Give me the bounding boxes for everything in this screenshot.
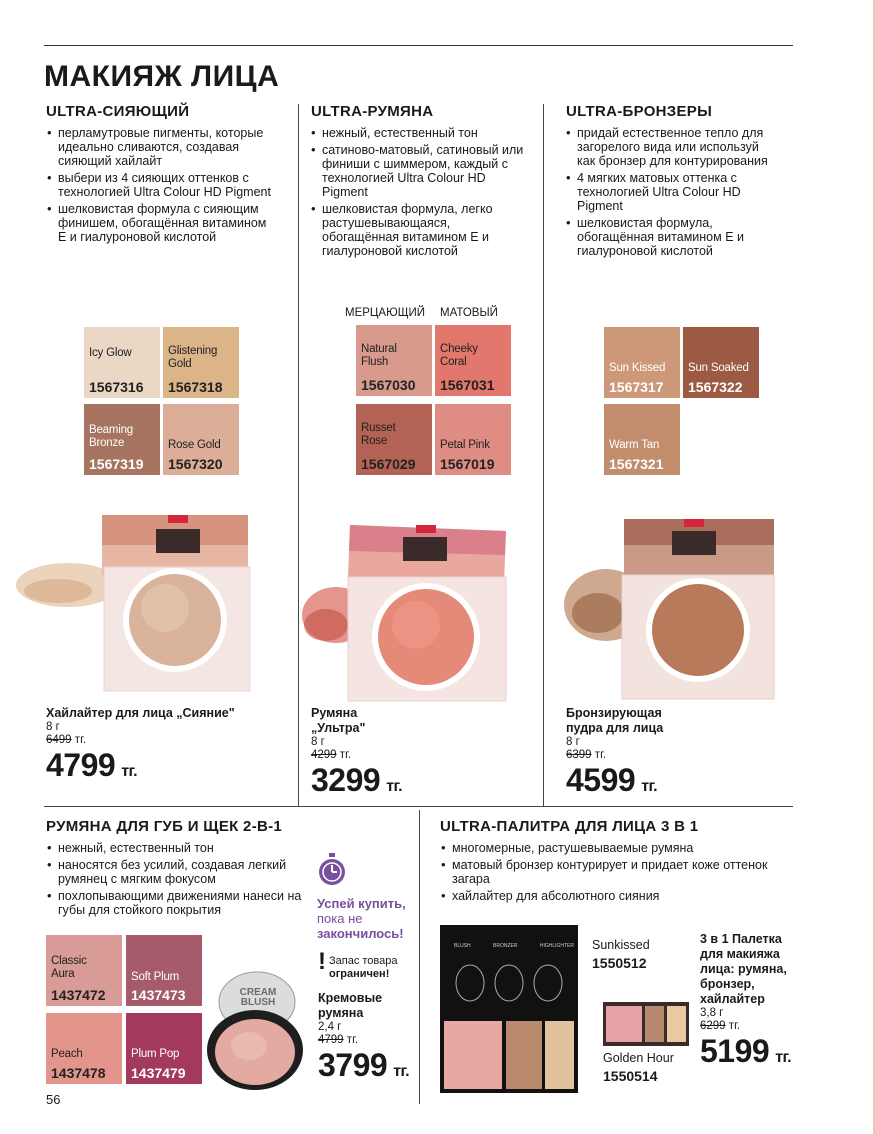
shade-name: Russet Rose [361,422,396,447]
shade-code: 1567029 [361,456,416,472]
bullet: • шелковистая формула, легко растушевывающаяся, обогащённая витамином E и гиалуроновой кислотой [310,202,530,258]
stock-line: ограничен! [329,968,390,980]
product-name: 3 в 1 Палетка для макияжа лица: румяна, бронзер, хайлайтер [700,932,787,1006]
highlighter-title: ULTRA-СИЯЮЩИЙ [46,103,190,120]
promo-line: пока не [317,911,363,926]
jar-label: CREAM BLUSH [239,987,277,1008]
palette-bullets [440,841,770,906]
bronzer-bullets [565,126,780,261]
bullet: • матовый бронзер контурирует и придает коже оттенок загара [440,858,770,886]
shade-swatch[interactable] [356,325,432,396]
price [46,747,246,784]
product-weight: 8 г [566,736,580,748]
bullet: • шелковистая формула, обогащённая витамином E и гиалуроновой кислотой [565,216,780,258]
column-divider [543,104,544,806]
price [311,762,511,799]
page-title: МАКИЯЖ ЛИЦА [44,60,280,93]
product-weight: 8 г [46,721,60,733]
product-weight: 2,4 г [318,1021,342,1033]
shade-swatch[interactable] [683,327,759,398]
bronzer-compact-image [560,505,790,705]
variant-code: 1550514 [603,1068,658,1084]
price-value: 3799 [318,1047,388,1083]
exclamation-icon: ! [318,948,326,975]
page-number: 56 [46,1092,61,1107]
shade-code: 1567322 [688,379,743,395]
matte-label: МАТОВЫЙ [440,307,498,319]
product-name: Кремовые румяна [318,991,383,1020]
price-currency: тг. [386,778,403,795]
pan [606,1006,642,1042]
old-price [700,1020,795,1033]
bullet: • похлопывающими движениями нанеси на губы для стойкого покрытия [46,889,316,917]
bullet: • многомерные, растушевываемые румяна [440,841,770,855]
shade-name: Soft Plum [131,971,180,983]
section-divider [44,806,793,807]
shade-name: Natural Flush [361,343,397,368]
price [318,1047,418,1084]
shimmer-label: МЕРЦАЮЩИЙ [345,307,426,319]
shade-name: Cheeky Coral [440,343,478,368]
face-sketches [440,951,578,1031]
palette-bronzer-pan [506,1021,542,1089]
shade-name: Warm Tan [609,439,660,451]
old-price [318,1034,418,1047]
bullet: • нежный, естественный тон [46,841,316,855]
face-labels [454,943,574,949]
palette-variant[interactable] [603,1051,674,1083]
price-value: 4599 [566,762,636,798]
column-divider [419,810,420,1104]
price-value: 5199 [700,1033,770,1069]
blush-title: ULTRA-РУМЯНА [311,103,434,120]
price-currency: тг. [641,778,658,795]
shade-name: Icy Glow [89,347,132,359]
price-value: 4799 [46,747,116,783]
old-price-value: 6299 [700,1020,726,1032]
old-price [566,749,766,762]
face-label: BRONZER [493,943,518,949]
face-label: HIGHLIGHTER [539,943,574,949]
shade-swatch[interactable] [604,404,680,475]
highlighter-product [46,706,246,784]
price [700,1033,795,1070]
shade-code: 1567030 [361,377,416,393]
pan [667,1006,686,1042]
lipcheek-bullets [46,841,316,920]
shade-code: 1567317 [609,379,664,395]
shade-swatch[interactable] [84,327,160,398]
bronzer-title: ULTRA-БРОНЗЕРЫ [566,103,713,120]
shade-swatch[interactable] [84,404,160,475]
shade-swatch[interactable] [46,935,122,1006]
shade-name: Rose Gold [168,439,221,451]
palette-variant[interactable] [592,938,650,970]
stock-notice [318,948,398,981]
bullet: • выбери из 4 сияющих оттенков с технологией Ultra Colour HD Pigment [46,171,271,199]
bullet: • хайлайтер для абсолютного сияния [440,889,770,903]
shade-swatch[interactable] [435,404,511,475]
old-price-currency: тг. [728,1020,741,1032]
bullet: • придай естественное тепло для загорелого вида или используй как бронзер для контурирования [565,126,780,168]
shade-name: Peach [51,1048,83,1060]
old-price-value: 4799 [318,1034,344,1046]
shade-name: Glistening Gold [168,345,218,370]
bullet: • нежный, естественный тон [310,126,530,140]
palette-title: ULTRA-ПАЛИТРА ДЛЯ ЛИЦА 3 В 1 [440,818,699,835]
shade-code: 1437472 [51,987,106,1003]
product-weight: 3,8 г [700,1007,724,1019]
shade-name: Sun Kissed [609,362,666,374]
shade-swatch[interactable] [163,404,239,475]
product-weight: 8 г [311,736,325,748]
old-price-currency: тг. [74,734,87,746]
old-price [311,749,511,762]
blush-bullets [310,126,530,261]
shade-swatch[interactable] [46,1013,122,1084]
face-label: BLUSH [454,943,471,949]
product-name: Хайлайтер для лица „Сияние" [46,706,235,720]
shade-name: Classic Aura [51,955,87,980]
old-price-value: 4299 [311,749,337,761]
price-currency: тг. [393,1063,410,1080]
bronzer-product [566,706,766,799]
highlighter-bullets [46,126,271,247]
price-value: 3299 [311,762,381,798]
bullet: • перламутровые пигменты, которые идеально сливаются, создавая сияющий хайлайт [46,126,271,168]
highlighter-compact-image [10,505,280,700]
shade-code: 1567031 [440,377,495,393]
price [566,762,766,799]
shade-code: 1437473 [131,987,186,1003]
palette-product [700,932,795,1070]
shade-name: Sun Soaked [688,362,749,374]
top-rule [44,45,793,46]
promo-text [317,896,406,941]
shade-swatch[interactable] [435,325,511,396]
variant-code: 1550512 [592,955,647,971]
blush-compact-image [298,505,538,705]
shade-swatch[interactable] [604,327,680,398]
bullet: • шелковистая формула с сияющим финишем, обогащённая витамином E и гиалуроновой кислотой [46,202,271,244]
shade-code: 1437479 [131,1065,186,1081]
cream-blush-jar-image [205,960,305,1090]
bullet: • наносятся без усилий, создавая легкий румянец с мягким фокусом [46,858,316,886]
variant-name: Golden Hour [603,1051,674,1065]
old-price [46,734,246,747]
product-name: Румяна „Ультра" [311,706,366,735]
promo-line: Успей купить, [317,896,406,911]
variant-name: Sunkissed [592,938,650,952]
shade-code: 1567320 [168,456,223,472]
old-price-value: 6499 [46,734,72,746]
shade-code: 1567321 [609,456,664,472]
lipcheek-title: РУМЯНА ДЛЯ ГУБ И ЩЕК 2-В-1 [46,818,283,835]
palette-image [440,925,578,1093]
lipcheek-product [318,991,418,1084]
promo-line: закончилось! [317,926,404,941]
shade-code: 1567019 [440,456,495,472]
shade-code: 1437478 [51,1065,106,1081]
old-price-currency: тг. [346,1034,359,1046]
blush-product [311,706,511,799]
palette-highlighter-pan [545,1021,574,1089]
old-price-currency: тг. [339,749,352,761]
jar-shape [205,960,305,1090]
shade-name: Petal Pink [440,439,490,451]
shade-swatch[interactable] [126,935,202,1006]
price-currency: тг. [121,763,138,780]
pan [645,1006,664,1042]
stock-line: Запас товара [329,955,398,967]
stopwatch-icon [318,853,346,887]
shade-name: Beaming Bronze [89,424,133,449]
product-name: Бронзирующая пудра для лица [566,706,664,735]
old-price-value: 6399 [566,749,592,761]
shade-swatch[interactable] [356,404,432,475]
shade-code: 1567318 [168,379,223,395]
shade-swatch[interactable] [126,1013,202,1084]
shade-swatch[interactable] [163,327,239,398]
golden-hour-palette-image [603,1002,689,1046]
bullet: • сатиново-матовый, сатиновый или финиши с шиммером, каждый с технологией Ultra Colour HD Pigment [310,143,530,199]
shade-code: 1567319 [89,456,144,472]
shade-name: Plum Pop [131,1048,180,1060]
shade-code: 1567316 [89,379,144,395]
bullet: • 4 мягких матовых оттенка с технологией Ultra Colour HD Pigment [565,171,780,213]
old-price-currency: тг. [594,749,607,761]
palette-blush-pan [444,1021,502,1089]
price-currency: тг. [775,1049,792,1066]
